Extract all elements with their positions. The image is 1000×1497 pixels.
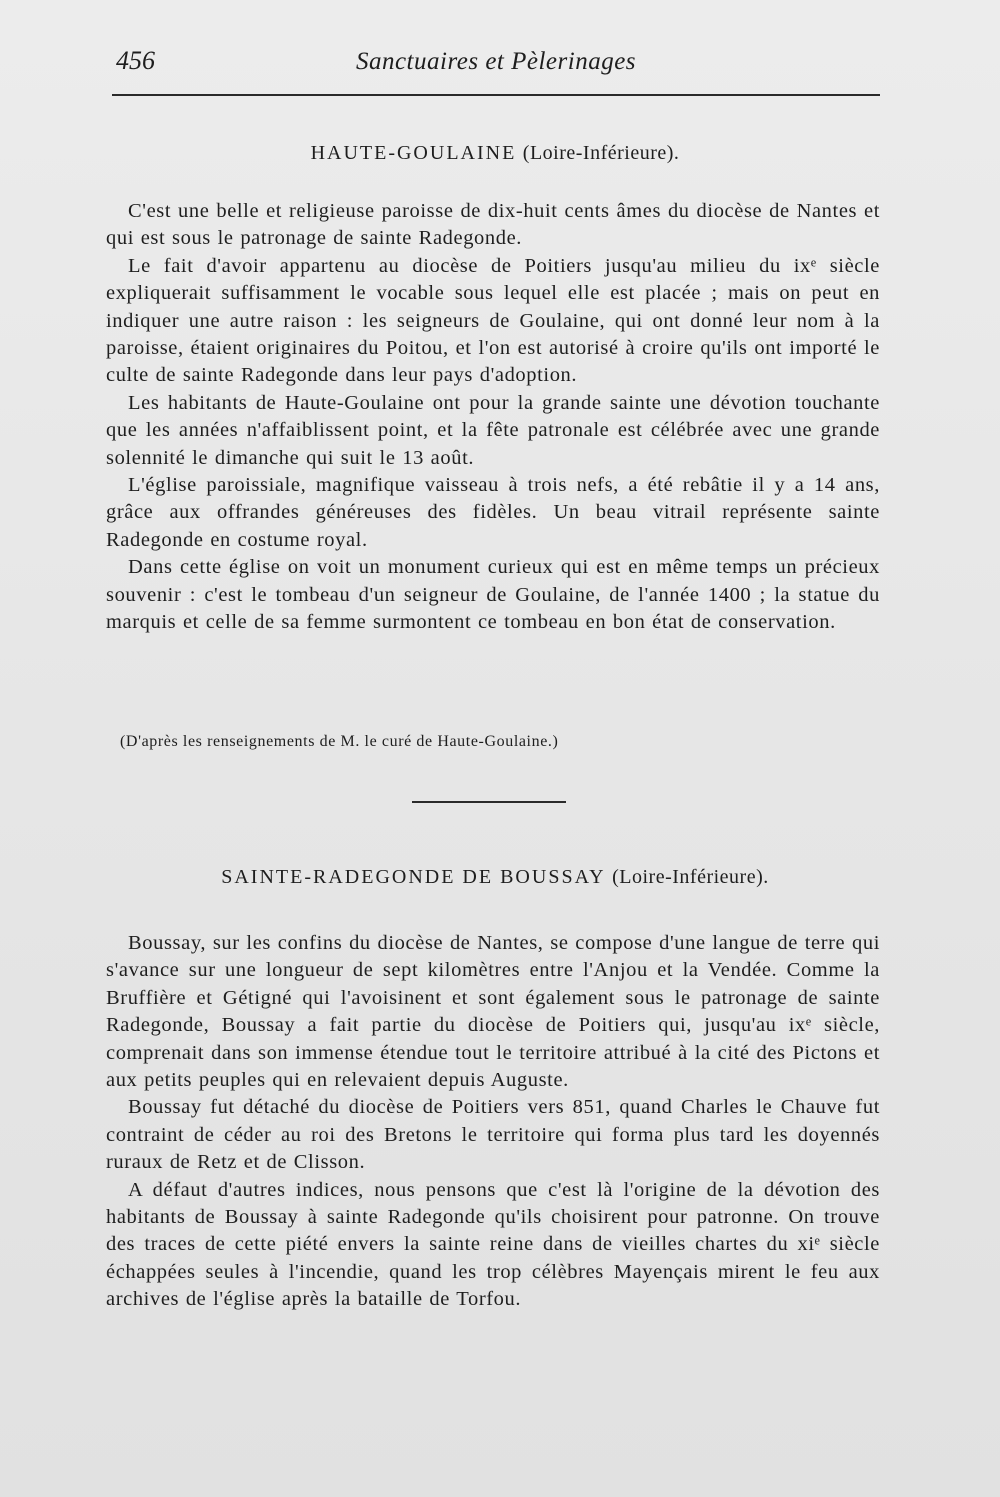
- section-region: (Loire-Inférieure).: [612, 866, 769, 888]
- paragraph: L'église paroissiale, magnifique vaisseau à trois nefs, a été rebâtie il y a 14 ans, grâce aux offrandes généreuses des fidèles. Un beau vitrail représente sainte Radegonde en costume royal.: [106, 474, 880, 551]
- running-head: [112, 40, 880, 84]
- section-body-haute-goulaine: [106, 198, 880, 637]
- section-heading-boussay: [110, 866, 880, 889]
- running-title: Sanctuaires et Pèlerinages: [355, 48, 637, 75]
- section-region: (Loire-Inférieure).: [522, 142, 680, 164]
- page-number: 456: [116, 46, 155, 75]
- section-body-boussay: [106, 930, 880, 1314]
- source-note: (D'après les renseignements de M. le curé de Haute-Goulaine.): [120, 733, 559, 750]
- section-place-name: SAINTE-RADEGONDE DE BOUSSAY: [221, 866, 606, 888]
- paragraph: Boussay fut détaché du diocèse de Poitiers vers 851, quand Charles le Chauve fut contraint de céder au roi des Bretons le territoire qui forma plus tard les doyennés ruraux de Retz et de Clisson.: [106, 1096, 880, 1174]
- section-place-name: HAUTE-GOULAINE: [310, 142, 517, 164]
- paragraph: Dans cette église on voit un monument curieux qui est en même temps un précieux souvenir : c'est le tombeau d'un seigneur de Goulaine, de l'année 1400 ; la statue du marquis et celle de sa femme surmontent ce tombeau en bon état de conservation.: [106, 556, 880, 634]
- section-separator: [412, 801, 566, 803]
- paragraph: A défaut d'autres indices, nous pensons que c'est là l'origine de la dévotion des habitants de Boussay à sainte Radegonde qu'ils choisirent pour patronne. On trouve des traces de cette piété envers la sainte reine dans de vieilles chartes du xiᵉ siècle échappées seules à l'incendie, quand les trop célèbres Mayençais mirent le feu aux archives de l'église après la bataille de Torfou.: [106, 1178, 880, 1311]
- paragraph: Boussay, sur les confins du diocèse de Nantes, se compose d'une langue de terre qui s'avance sur une longueur de sept kilomètres entre l'Anjou et la Vendée. Comme la Bruffière et Gétigné qui l'avoisinent et sont également sous le patronage de sainte Radegonde, Boussay a fait partie du diocèse de Poitiers qui, jusqu'au ixᵉ siècle, comprenait dans son immense étendue tout le territoire attribué à la cité des Pictons et aux petits peuples qui en relevaient depuis Auguste.: [106, 932, 880, 1092]
- paragraph: Le fait d'avoir appartenu au diocèse de Poitiers jusqu'au milieu du ixᵉ siècle expliquerait suffisamment le vocable sous lequel elle est placée ; mais on peut en indiquer une autre raison : les seigneurs de Goulaine, qui ont donné leur nom à la paroisse, étaient originaires du Poitou, et l'on est autorisé à croire qu'ils ont importé le culte de sainte Radegonde dans leur pays d'adoption.: [106, 254, 880, 387]
- header-rule: [112, 94, 880, 96]
- paragraph: Les habitants de Haute-Goulaine ont pour la grande sainte une dévotion touchante que les années n'affaiblissent point, et la fête patronale est célébrée avec une grande solennité le dimanche qui suit le 13 août.: [106, 391, 880, 469]
- section-heading-haute-goulaine: [110, 142, 880, 165]
- paragraph: C'est une belle et religieuse paroisse de dix-huit cents âmes du diocèse de Nantes et qui est sous le patronage de sainte Radegonde.: [106, 200, 880, 250]
